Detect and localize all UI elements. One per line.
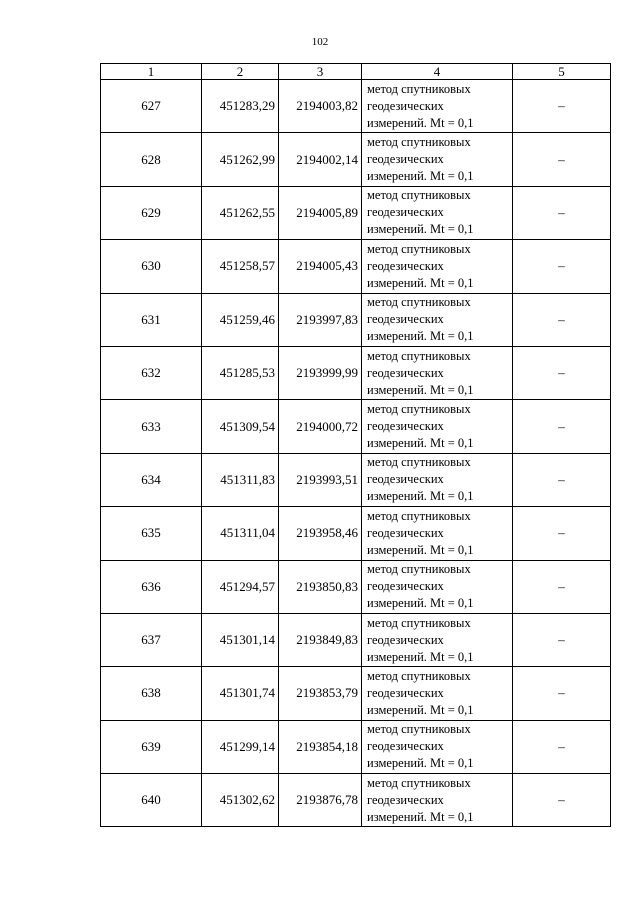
column-header-4: 4 xyxy=(362,64,513,80)
method-line: геодезических xyxy=(367,739,444,754)
method-line: измерений. Mt = 0,1 xyxy=(367,542,474,557)
method-line: метод спутниковых xyxy=(367,241,471,256)
x-coordinate-cell: 451301,74 xyxy=(202,667,279,720)
method-cell xyxy=(362,507,513,560)
method-cell xyxy=(362,133,513,186)
method-cell xyxy=(362,293,513,346)
method-line: метод спутниковых xyxy=(367,135,471,150)
method-line: измерений. Mt = 0,1 xyxy=(367,489,474,504)
table-row xyxy=(101,133,611,186)
x-coordinate-cell: 451309,54 xyxy=(202,400,279,453)
point-number-cell: 632 xyxy=(101,346,202,399)
table-row xyxy=(101,80,611,133)
method-line: геодезических xyxy=(367,632,444,647)
method-line: геодезических xyxy=(367,365,444,380)
point-number-cell: 638 xyxy=(101,667,202,720)
y-coordinate-cell: 2193993,51 xyxy=(279,453,362,506)
y-coordinate-cell: 2194002,14 xyxy=(279,133,362,186)
method-cell xyxy=(362,186,513,239)
point-number-cell: 639 xyxy=(101,720,202,773)
note-cell: – xyxy=(513,400,611,453)
point-number-cell: 631 xyxy=(101,293,202,346)
page-number: 102 xyxy=(311,36,329,48)
method-cell xyxy=(362,667,513,720)
method-cell xyxy=(362,240,513,293)
method-line: геодезических xyxy=(367,205,444,220)
method-line: измерений. Mt = 0,1 xyxy=(367,222,474,237)
column-header-1: 1 xyxy=(101,64,202,80)
point-number-cell: 628 xyxy=(101,133,202,186)
method-cell xyxy=(362,80,513,133)
method-line: метод спутниковых xyxy=(367,455,471,470)
x-coordinate-cell: 451283,29 xyxy=(202,80,279,133)
table-row xyxy=(101,346,611,399)
x-coordinate-cell: 451262,55 xyxy=(202,186,279,239)
method-cell xyxy=(362,453,513,506)
method-cell xyxy=(362,774,513,827)
note-cell: – xyxy=(513,240,611,293)
method-line: измерений. Mt = 0,1 xyxy=(367,436,474,451)
y-coordinate-cell: 2193999,99 xyxy=(279,346,362,399)
y-coordinate-cell: 2193997,83 xyxy=(279,293,362,346)
point-number-cell: 635 xyxy=(101,507,202,560)
method-line: геодезических xyxy=(367,685,444,700)
method-line: геодезических xyxy=(367,792,444,807)
method-cell xyxy=(362,346,513,399)
method-line: измерений. Mt = 0,1 xyxy=(367,809,474,824)
column-header-3: 3 xyxy=(279,64,362,80)
note-cell: – xyxy=(513,667,611,720)
table-row xyxy=(101,453,611,506)
note-cell: – xyxy=(513,613,611,666)
point-number-cell: 637 xyxy=(101,613,202,666)
x-coordinate-cell: 451311,04 xyxy=(202,507,279,560)
method-line: метод спутниковых xyxy=(367,722,471,737)
method-line: метод спутниковых xyxy=(367,81,471,96)
table-header-row xyxy=(101,64,611,80)
x-coordinate-cell: 451302,62 xyxy=(202,774,279,827)
method-line: метод спутниковых xyxy=(367,615,471,630)
column-header-2: 2 xyxy=(202,64,279,80)
method-line: метод спутниковых xyxy=(367,562,471,577)
point-number-cell: 634 xyxy=(101,453,202,506)
table-row xyxy=(101,720,611,773)
x-coordinate-cell: 451259,46 xyxy=(202,293,279,346)
y-coordinate-cell: 2193876,78 xyxy=(279,774,362,827)
table-row xyxy=(101,240,611,293)
method-line: геодезических xyxy=(367,312,444,327)
method-line: измерений. Mt = 0,1 xyxy=(367,382,474,397)
x-coordinate-cell: 451311,83 xyxy=(202,453,279,506)
x-coordinate-cell: 451262,99 xyxy=(202,133,279,186)
method-line: метод спутниковых xyxy=(367,668,471,683)
y-coordinate-cell: 2194003,82 xyxy=(279,80,362,133)
y-coordinate-cell: 2194005,43 xyxy=(279,240,362,293)
point-number-cell: 630 xyxy=(101,240,202,293)
y-coordinate-cell: 2193854,18 xyxy=(279,720,362,773)
method-line: геодезических xyxy=(367,525,444,540)
table-body xyxy=(101,80,611,827)
note-cell: – xyxy=(513,560,611,613)
note-cell: – xyxy=(513,133,611,186)
method-cell xyxy=(362,720,513,773)
column-header-5: 5 xyxy=(513,64,611,80)
method-line: измерений. Mt = 0,1 xyxy=(367,169,474,184)
method-line: геодезических xyxy=(367,472,444,487)
y-coordinate-cell: 2193850,83 xyxy=(279,560,362,613)
method-line: измерений. Mt = 0,1 xyxy=(367,275,474,290)
point-number-cell: 627 xyxy=(101,80,202,133)
point-number-cell: 633 xyxy=(101,400,202,453)
note-cell: – xyxy=(513,507,611,560)
point-number-cell: 629 xyxy=(101,186,202,239)
table-row xyxy=(101,400,611,453)
method-line: измерений. Mt = 0,1 xyxy=(367,115,474,130)
table-row xyxy=(101,560,611,613)
point-number-cell: 636 xyxy=(101,560,202,613)
method-line: метод спутниковых xyxy=(367,775,471,790)
method-line: метод спутниковых xyxy=(367,188,471,203)
point-number-cell: 640 xyxy=(101,774,202,827)
method-line: геодезических xyxy=(367,152,444,167)
x-coordinate-cell: 451294,57 xyxy=(202,560,279,613)
note-cell: – xyxy=(513,774,611,827)
note-cell: – xyxy=(513,80,611,133)
note-cell: – xyxy=(513,453,611,506)
method-line: измерений. Mt = 0,1 xyxy=(367,756,474,771)
method-line: метод спутниковых xyxy=(367,348,471,363)
method-line: измерений. Mt = 0,1 xyxy=(367,702,474,717)
x-coordinate-cell: 451301,14 xyxy=(202,613,279,666)
note-cell: – xyxy=(513,346,611,399)
y-coordinate-cell: 2194000,72 xyxy=(279,400,362,453)
note-cell: – xyxy=(513,186,611,239)
method-line: геодезических xyxy=(367,419,444,434)
method-line: геодезических xyxy=(367,98,444,113)
method-line: метод спутниковых xyxy=(367,508,471,523)
method-line: измерений. Mt = 0,1 xyxy=(367,649,474,664)
y-coordinate-cell: 2194005,89 xyxy=(279,186,362,239)
x-coordinate-cell: 451258,57 xyxy=(202,240,279,293)
table-row xyxy=(101,186,611,239)
method-line: геодезических xyxy=(367,579,444,594)
x-coordinate-cell: 451285,53 xyxy=(202,346,279,399)
method-line: измерений. Mt = 0,1 xyxy=(367,329,474,344)
method-cell xyxy=(362,560,513,613)
note-cell: – xyxy=(513,720,611,773)
method-line: метод спутниковых xyxy=(367,402,471,417)
method-line: геодезических xyxy=(367,258,444,273)
note-cell: – xyxy=(513,293,611,346)
y-coordinate-cell: 2193853,79 xyxy=(279,667,362,720)
x-coordinate-cell: 451299,14 xyxy=(202,720,279,773)
method-cell xyxy=(362,400,513,453)
method-line: метод спутниковых xyxy=(367,295,471,310)
table-row xyxy=(101,667,611,720)
y-coordinate-cell: 2193849,83 xyxy=(279,613,362,666)
table-row xyxy=(101,507,611,560)
table-row xyxy=(101,293,611,346)
method-cell xyxy=(362,613,513,666)
y-coordinate-cell: 2193958,46 xyxy=(279,507,362,560)
table-row xyxy=(101,613,611,666)
method-line: измерений. Mt = 0,1 xyxy=(367,596,474,611)
table-row xyxy=(101,774,611,827)
coordinates-table xyxy=(100,63,611,827)
